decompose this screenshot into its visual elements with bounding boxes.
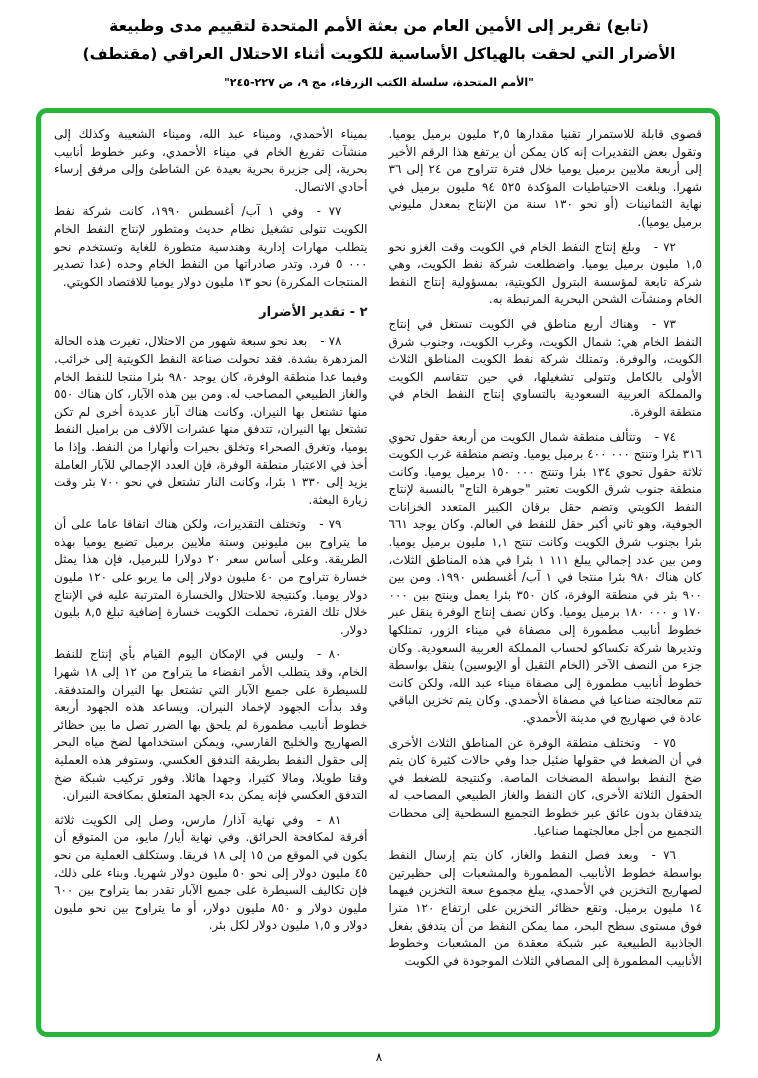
- title-line-2: الأضرار التي لحقت بالهياكل الأساسية للكويت أثناء الاحتلال العراقي (مقتطف): [82, 45, 676, 63]
- paragraph-number: ٧٧ -: [316, 204, 342, 219]
- para-80: ٨٠ -وليس في الإمكان اليوم القيام بأي إنتاج للنفط الخام، وقد يتطلب الأمر انقضاء ما يتراوح من ١٢ إلى ١٨ شهرا للسيطرة على جميع الآبار التي تشتعل بها النيران والمتدفقة. وقد بدأت الجهود لإخماد النيران. ويساعد هذه الجهود أربعة خطوط أنابيب مطمورة لم يلحق بها الضرر تصل ما بين حظائر الصهاريج والخليج الفارسي، ويمكن استخدامها لضخ مياه البحر إلى حقول النفط بطريقة التدفق العكسي. وستوفر هذه العملية وقتا طويلا، ومالا كثيرا، وجهدا هائلا. وفور تركيب شبكة ضخ التدفق العكسي فإنه يمكن بدء الجهد المتعلق بمكافحة النيران.: [54, 647, 368, 803]
- paragraph-number: ٨١ -: [316, 812, 342, 827]
- para-71-continuation: قصوى قابلة للاستمرار تقنيا مقدارها ٢,٥ مليون برميل يوميا. وتقول بعض التقديرات إنه كان يمكن أن يرتفع هذا الرقم الأخير إلى أربعة ملايين برميل يوميا خلال فترة تتراوح من ٢٤ إلى ٣٦ شهرا. وبلغت الاحتياطيات المؤكدة ٥٢٥ ٩٤ مليون برميل في نهاية الثمانينات (أو نحو ١٣٠ سنة من الإنتاج بمعدل مليوني برميل يوميا).: [388, 127, 703, 229]
- para-76: ٧٦ -وبعد فصل النفط والغاز، كان يتم إرسال النفط بواسطة خطوط الأنابيب المطمورة والمشعبات إلى حظيرتين لصهاريج التخزين في الأحمدي، يبلغ مجموع سعة التخزين فيهما ١٤ مليون برميل. وتقع حظائر التخزين على ارتفاع ١٢٠ مترا فوق مستوى سطح البحر، مما يمكن النفط من أن يتدفق بفعل الجاذبية الطبيعية عبر شبكة معقدة من المشعبات وخطوط الأنابيب المطمورة إلى المصافي الثلاث الموجودة في الكويت: [388, 848, 703, 968]
- paragraph-number: ٧٦ -: [651, 848, 676, 863]
- title-line-1: (تابع) تقرير إلى الأمين العام من بعثة الأمم المتحدة لتقييم مدى وطبيعة: [109, 17, 649, 35]
- para-75: ٧٥ -وتختلف منطقة الوفرة عن المناطق الثلاث الأخرى في أن الضغط في حقولها ضئيل جدا وفي حالات كثيرة كان يتم ضخ النفط بواسطة المضخات الماصة. وكنتيجة للضغط في الحقول الثلاثة الأخرى، كان النفط والغاز الطبيعي المصاحب له يتدفقان بدون عائق عبر خطوط التجميع السطحية إلى محطات التجميع من أجل معالجتهما صناعيا.: [388, 735, 702, 838]
- paragraph-number: ٧٤ -: [654, 429, 676, 444]
- paragraph-number: ٨٠ -: [316, 647, 342, 662]
- page-number: ٨: [375, 1050, 383, 1064]
- column-left: [54, 126, 368, 1022]
- para-72: ٧٢ -وبلغ إنتاج النفط الخام في الكويت وقت الغزو نحو ١,٥ مليون برميل يوميا. واضطلعت شركة نفط الكويت، وهي شركة تابعة لمؤسسة البترول الكويتية، بمسؤولية إنتاج النفط الخام ومنشآت الشحن البحرية المرتبطة به.: [388, 239, 702, 307]
- para-79: ٧٩ -وتختلف التقديرات، ولكن هناك اتفاقا عاما على أن ما يتراوح بين مليونين وستة ملايين برميل تضيع يوميا بهذه الطريقة. وعلى أساس سعر ٢٠ دولارا للبرميل، فإن هذا يمثل خسارة تتراوح من ٤٠ مليون دولار إلى ما يربو على ١٢٠ مليون دولار يوميا. وكنتيجة للاحتلال والخسارة المترتبة عليه في الإنتاج خلال تلك الفترة، تحملت الكويت خسارة إضافية تبلغ ٨,٥ بليون دولار.: [54, 517, 368, 637]
- para-74: ٧٤ -وتتألف منطقة شمال الكويت من أربعة حقول تحوي ٣١٦ بئرا وتنتج ٠٠٠ ٤٠٠ برميل يوميا. وتضم منطقة غرب الكويت ثلاثة حقول تحوي ١٣٤ بئرا وتنتج ٠٠٠ ١٥٠ برميل يوميا. وكانت منطقة جنوب شرق الكويت تعتبر "جوهرة التاج" بالنسبة لإنتاج النفط الكويتي وتضم حقل برقان الكبير المتعدد الخزانات الجوفية، وهو ثاني أكبر حقل للنفط في العالم. وكان يوجد ٦٦١ بئرا بجنوب شرق الكويت وكانت تنتج ١,١ مليون برميل يوميا. ومن بين عدد إجمالي يبلغ ١١١ ١ بئرا في هذه المناطق الثلاث، كان هناك ٩٨٠ بئرا منتجا في ١ آب/ أغسطس ١٩٩٠. ومن بين ٩٠٠ بئر في منطقة الوفرة، كان ٣٥٠ بئرا يعمل وينتج بين ٠٠٠ ١٧٠ و ٠٠٠ ١٨٠ برميل يوميا. وكان نصف إنتاج الوفرة ينقل عبر خطوط أنابيب مطمورة إلى مصفاة في ميناء الزور، تمتلكها وتديرها شركة تكساكو لحساب المملكة العربية السعودية. وكان جزء من النصف الآخر (الخام الثقيل أو الإيوسين) ينقل بواسطة خطوط أنابيب مطمورة إلى مصفاة ميناء عبد الله، ولكن كانت تتم معالجته صناعيا في مصفاة الأحمدي. وكان يتم تخزين الباقي عادة في صهاريج في مدينة الأحمدي.: [388, 429, 703, 725]
- paragraph-number: ٧٢ -: [653, 239, 676, 254]
- document-header: [0, 12, 758, 91]
- paragraph-number: ٧٥ -: [653, 735, 676, 750]
- paragraph-number: ٧٩ -: [319, 517, 342, 532]
- content-frame: [36, 108, 720, 1037]
- paragraph-number: ٧٣ -: [651, 316, 676, 331]
- paragraph-number: ٧٨ -: [320, 334, 342, 349]
- para-78: ٧٨ -بعد نحو سبعة شهور من الاحتلال، تغيرت هذه الحالة المزدهرة بشدة. فقد تحولت صناعة النفط الكويتية إلى خرائب. وفيما عدا منطقة الوفرة، كان يوجد ٩٨٠ بئرا منتجا للنفط الخام والغاز الطبيعي المصاحب له. ومن بين هذه الآبار، كان هناك ٥٥٠ منها تشتعل بها النيران. وكانت هناك آبار عديدة أخرى لم تكن تشتعل بها النيران، تتدفق منها عشرات الآلاف من براميل النفط يوميا، وتغرق الصحراء وتخلق بحيرات وأنهارا من النفط. وإذا ما أخذ في الاعتبار منطقة الوفرة، فإن العدد الإجمالي للآبار العاملة يزيد إلى ٣٣٠ ١ بئرا، وكانت النار تشتعل في نحو ٧٠٠ بئر وقت زيارة البعثة.: [54, 334, 368, 507]
- section-heading-2: ٢ - تقدير الأضرار: [259, 305, 368, 321]
- column-right: [389, 126, 703, 1022]
- para-81: ٨١ -وفي نهاية آذار/ مارس، وصل إلى الكويت ثلاثة أفرقة لمكافحة الحرائق. وفي نهاية أيار/ مايو، من المتوقع أن يكون في الموقع من ١٥ إلى ١٨ فريقا. وستكلف العملية من نحو ٤٥ مليون دولار إلى نحو ٥٠ مليون دولار شهريا. وبناء على ذلك، فإن تكاليف السيطرة على جميع الآبار تقدر بما يتراوح بين ٦٠٠ مليون دولار و ٨٥٠ مليون دولار، أو ما يتراوح بين نحو مليون دولار و ١,٥ مليون دولار لكل بئر.: [54, 812, 368, 933]
- source-citation: "الأمم المتحدة، سلسلة الكتب الزرقاء، مج ٩، ص ٢٢٧-٢٤٥": [224, 76, 534, 89]
- para-76-continuation: بميناء الأحمدي، وميناء عبد الله، وميناء الشعيبة وكذلك إلى منشآت تفريغ الخام في ميناء الأحمدي، وعبر خطوط أنابيب بحرية، إلى جزيرة بحرية بعيدة عن الشاطئ وإلى مرفق إرساء أحادي الاتصال.: [54, 127, 368, 194]
- para-73: ٧٣ -وهناك أربع مناطق في الكويت تستغل في إنتاج النفط الخام هي: شمال الكويت، وغرب الكويت، وجنوب شرق الكويت، والوفرة. وتمتلك شركة نفط الكويت المناطق الثلاث الأولى بالكامل وتتولى تشغيلها، في حين تتقاسم الكويت والمملكة العربية السعودية بالتساوي إنتاج النفط الخام في منطقة الوفرة.: [388, 316, 702, 419]
- para-77: ٧٧ -وفي ١ آب/ أغسطس ١٩٩٠، كانت شركة نفط الكويت تتولى تشغيل نظام حديث ومتطور لإنتاج النفط الخام يتطلب مهارات إدارية وهندسية متطورة للغاية وتستخدم نحو ٠٠٠ ٥ فرد. وتدر صادراتها من النفط الخام وحده (عدا تصدير المنتجات المكررة) نحو ١٣ مليون دولار يوميا للاقتصاد الكويتي.: [54, 204, 368, 289]
